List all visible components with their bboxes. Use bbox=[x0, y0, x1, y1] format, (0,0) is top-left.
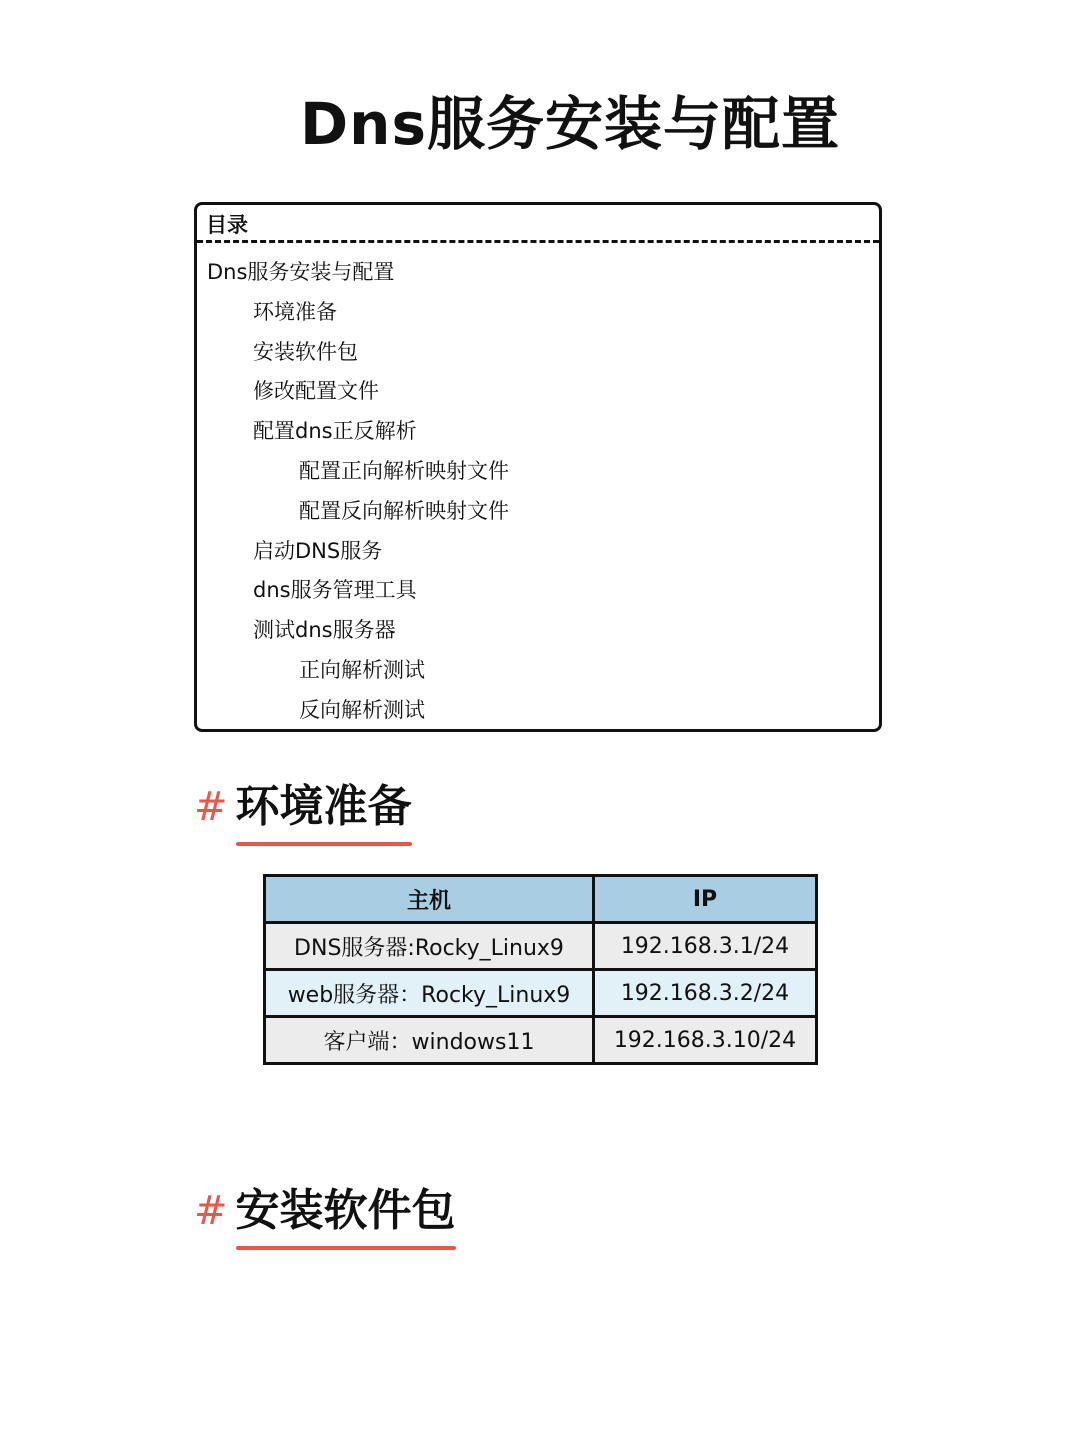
table-row bbox=[265, 970, 817, 1017]
toc-item[interactable]: 修改配置文件 bbox=[253, 379, 379, 404]
toc-list bbox=[197, 243, 879, 731]
table-of-contents bbox=[194, 202, 882, 732]
table-header-row bbox=[265, 876, 817, 923]
host-cell: 客户端：windows11 bbox=[265, 1017, 594, 1064]
hash-icon: # bbox=[194, 784, 228, 830]
toc-header: 目录 bbox=[197, 205, 879, 243]
host-cell: web服务器：Rocky_Linux9 bbox=[265, 970, 594, 1017]
section-heading-env bbox=[194, 776, 412, 838]
ip-cell: 192.168.3.10/24 bbox=[594, 1017, 817, 1064]
toc-item[interactable]: dns服务管理工具 bbox=[253, 578, 417, 603]
toc-item[interactable]: 配置反向解析映射文件 bbox=[299, 498, 509, 523]
section-title: 安装软件包 bbox=[236, 1180, 456, 1242]
ip-cell: 192.168.3.2/24 bbox=[594, 970, 817, 1017]
toc-item[interactable]: Dns服务安装与配置 bbox=[207, 260, 395, 284]
column-header-host: 主机 bbox=[265, 876, 594, 923]
ip-cell: 192.168.3.1/24 bbox=[594, 923, 817, 970]
toc-item[interactable]: 测试dns服务器 bbox=[253, 618, 396, 643]
host-cell: DNS服务器:Rocky_Linux9 bbox=[265, 923, 594, 970]
table-row bbox=[265, 1017, 817, 1064]
toc-item[interactable]: 配置dns正反解析 bbox=[253, 419, 417, 444]
toc-item[interactable]: 环境准备 bbox=[253, 299, 337, 324]
column-header-ip: IP bbox=[594, 876, 817, 923]
toc-item[interactable]: 正向解析测试 bbox=[299, 657, 425, 682]
toc-item[interactable]: 安装软件包 bbox=[253, 339, 358, 364]
table-row bbox=[265, 923, 817, 970]
toc-item[interactable]: 反向解析测试 bbox=[299, 697, 425, 722]
page-title: Dns服务安装与配置 bbox=[300, 90, 840, 158]
section-title: 环境准备 bbox=[236, 776, 412, 838]
toc-item[interactable]: 配置正向解析映射文件 bbox=[299, 458, 509, 483]
section-heading-install bbox=[194, 1180, 456, 1242]
toc-item[interactable]: 启动DNS服务 bbox=[253, 538, 383, 563]
environment-table bbox=[263, 874, 818, 1065]
hash-icon: # bbox=[194, 1188, 228, 1234]
